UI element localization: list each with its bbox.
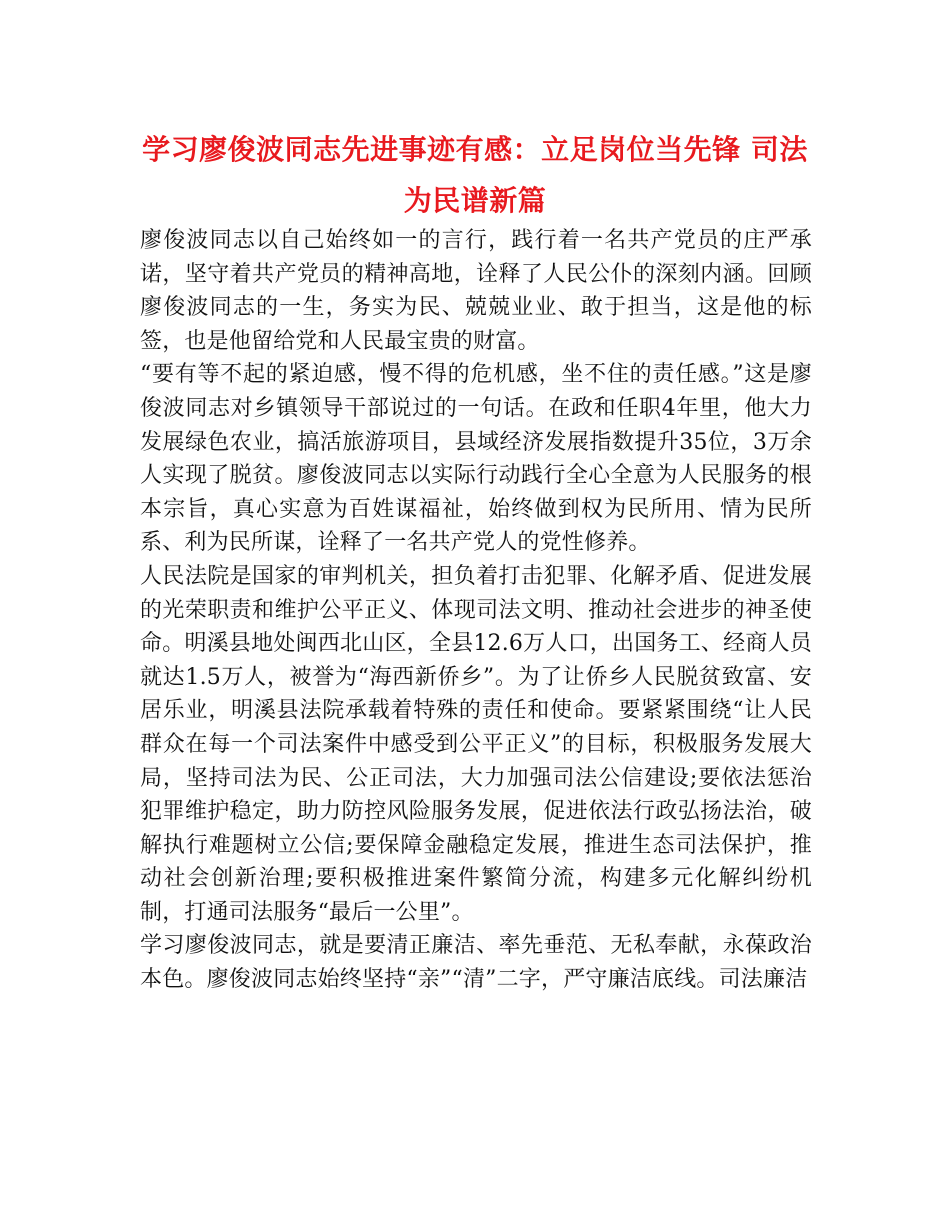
paragraph-3: 人民法院是国家的审判机关，担负着打击犯罪、化解矛盾、促进发展的光荣职责和维护公平正义、体现司法文明、推动社会进步的神圣使命。明溪县地处闽西北山区，全县12.6万人口，出国务工、经商人员就达1.5万人，被誉为“海西新侨乡”。为了让侨乡人民脱贫致富、安居乐业，明溪县法院承载着特殊的责任和使命。要紧紧围绕“让人民群众在每一个司法案件中感受到公平正义”的目标，积极服务发展大局，坚持司法为民、公正司法，大力加强司法公信建设;要依法惩治犯罪维护稳定，助力防控风险服务发展，促进依法行政弘扬法治，破解执行难题树立公信;要保障金融稳定发展，推进生态司法保护，推动社会创新治理;要积极推进案件繁简分流，构建多元化解纠纷机制，打通司法服务“最后一公里”。 <box>140 563 812 925</box>
paragraph-1: 廖俊波同志以自己始终如一的言行，践行着一名共产党员的庄严承诺，坚守着共产党员的精神高地，诠释了人民公仆的深刻内涵。回顾廖俊波同志的一生，务实为民、兢兢业业、敢于担当，这是他的标签，也是他留给党和人民最宝贵的财富。 <box>140 228 812 354</box>
paragraph-4: 学习廖俊波同志，就是要清正廉洁、率先垂范、无私奉献，永葆政治本色。廖俊波同志始终坚持“亲”“清”二字，严守廉洁底线。司法廉洁 <box>140 933 812 993</box>
paragraph-2: “要有等不起的紧迫感，慢不得的危机感，坐不住的责任感。”这是廖俊波同志对乡镇领导干部说过的一句话。在政和任职4年里，他大力发展绿色农业，搞活旅游项目，县域经济发展指数提升35位，3万余人实现了脱贫。廖俊波同志以实际行动践行全心全意为人民服务的根本宗旨，真心实意为百姓谋福祉，始终做到权为民所用、情为民所系、利为民所谋，诠释了一名共产党人的党性修养。 <box>140 362 812 556</box>
document-title: 学习廖俊波同志先进事迹有感：立足岗位当先锋 司法为民谱新篇 <box>142 133 808 217</box>
document-body <box>140 224 812 997</box>
